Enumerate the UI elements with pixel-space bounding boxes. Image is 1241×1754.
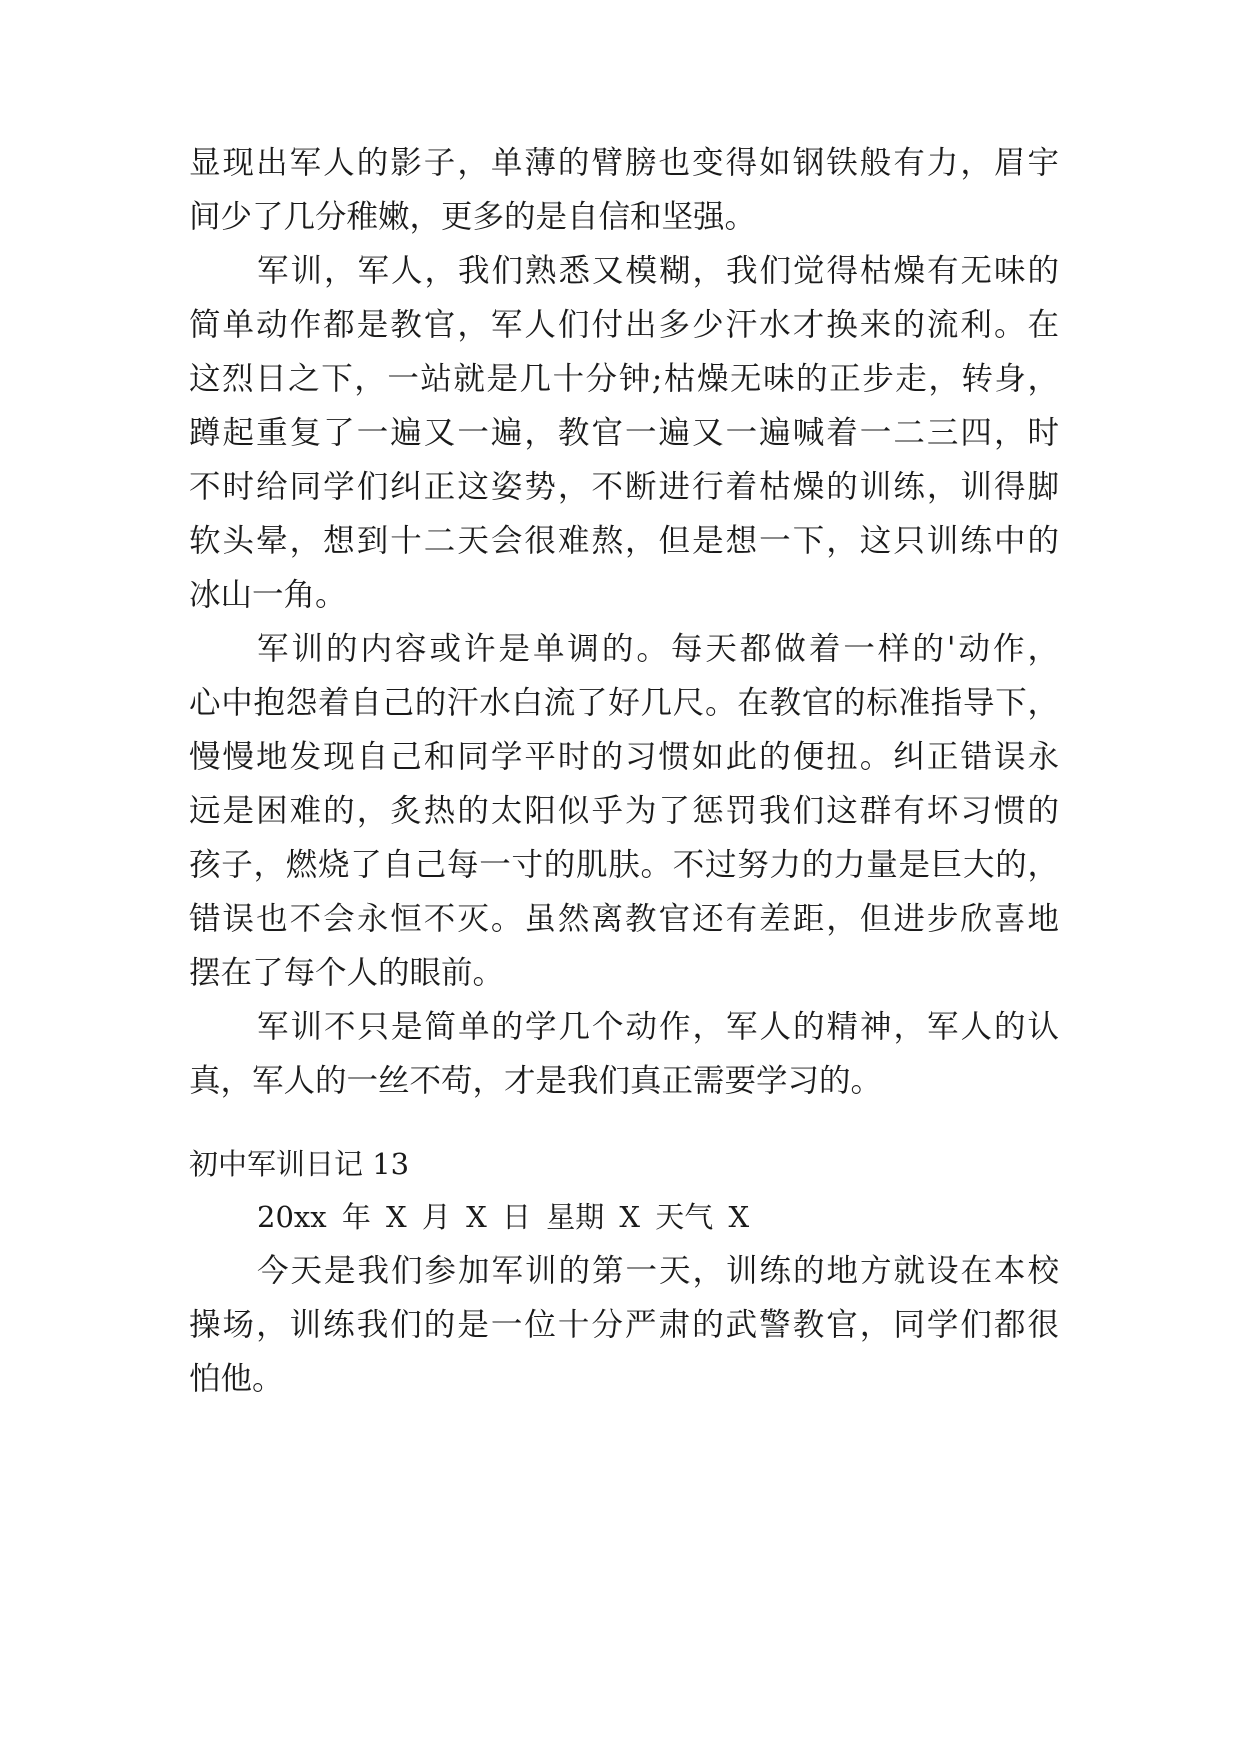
paragraph-line: 显现出军人的影子，单薄的臂膀也变得如钢铁般有力，眉宇 bbox=[189, 145, 1059, 181]
paragraph-line: 军训的内容或许是单调的。每天都做着一样的'动作， bbox=[257, 631, 1059, 667]
paragraph-line: 不时给同学们纠正这姿势，不断进行着枯燥的训练，训得脚 bbox=[189, 469, 1059, 505]
section-heading: 初中军训日记 13 bbox=[189, 1147, 410, 1181]
paragraph-line: 间少了几分稚嫩，更多的是自信和坚强。 bbox=[189, 199, 757, 235]
paragraph-line: 操场，训练我们的是一位十分严肃的武警教官，同学们都很 bbox=[189, 1307, 1059, 1343]
paragraph-line: 错误也不会永恒不灭。虽然离教官还有差距，但进步欣喜地 bbox=[189, 901, 1059, 937]
paragraph-line: 简单动作都是教官，军人们付出多少汗水才换来的流利。在 bbox=[189, 307, 1059, 343]
paragraph-line: 远是困难的，炙热的太阳似乎为了惩罚我们这群有坏习惯的 bbox=[189, 793, 1059, 829]
paragraph-line: 这烈日之下，一站就是几十分钟;枯燥无味的正步走，转身， bbox=[189, 361, 1059, 397]
paragraph-line: 蹲起重复了一遍又一遍，教官一遍又一遍喊着一二三四，时 bbox=[189, 415, 1059, 451]
paragraph-line: 军训，军人，我们熟悉又模糊，我们觉得枯燥有无味的 bbox=[257, 253, 1059, 289]
paragraph-line: 摆在了每个人的眼前。 bbox=[189, 955, 505, 991]
paragraph-line: 软头晕，想到十二天会很难熬，但是想一下，这只训练中的 bbox=[189, 523, 1059, 559]
paragraph-line: 冰山一角。 bbox=[189, 577, 347, 613]
paragraph-line: 今天是我们参加军训的第一天，训练的地方就设在本校 bbox=[257, 1253, 1059, 1289]
paragraph-line: 心中抱怨着自己的汗水白流了好几尺。在教官的标准指导下， bbox=[189, 685, 1059, 721]
paragraph-line: 真，军人的一丝不苟，才是我们真正需要学习的。 bbox=[189, 1063, 883, 1099]
paragraph-line: 怕他。 bbox=[189, 1361, 284, 1397]
date-line: 20xx 年 X 月 X 日 星期 X 天气 X bbox=[257, 1200, 750, 1234]
paragraph-line: 军训不只是简单的学几个动作，军人的精神，军人的认 bbox=[257, 1009, 1059, 1045]
paragraph-line: 孩子，燃烧了自己每一寸的肌肤。不过努力的力量是巨大的， bbox=[189, 847, 1059, 883]
paragraph-line: 慢慢地发现自己和同学平时的习惯如此的便扭。纠正错误永 bbox=[189, 739, 1059, 775]
